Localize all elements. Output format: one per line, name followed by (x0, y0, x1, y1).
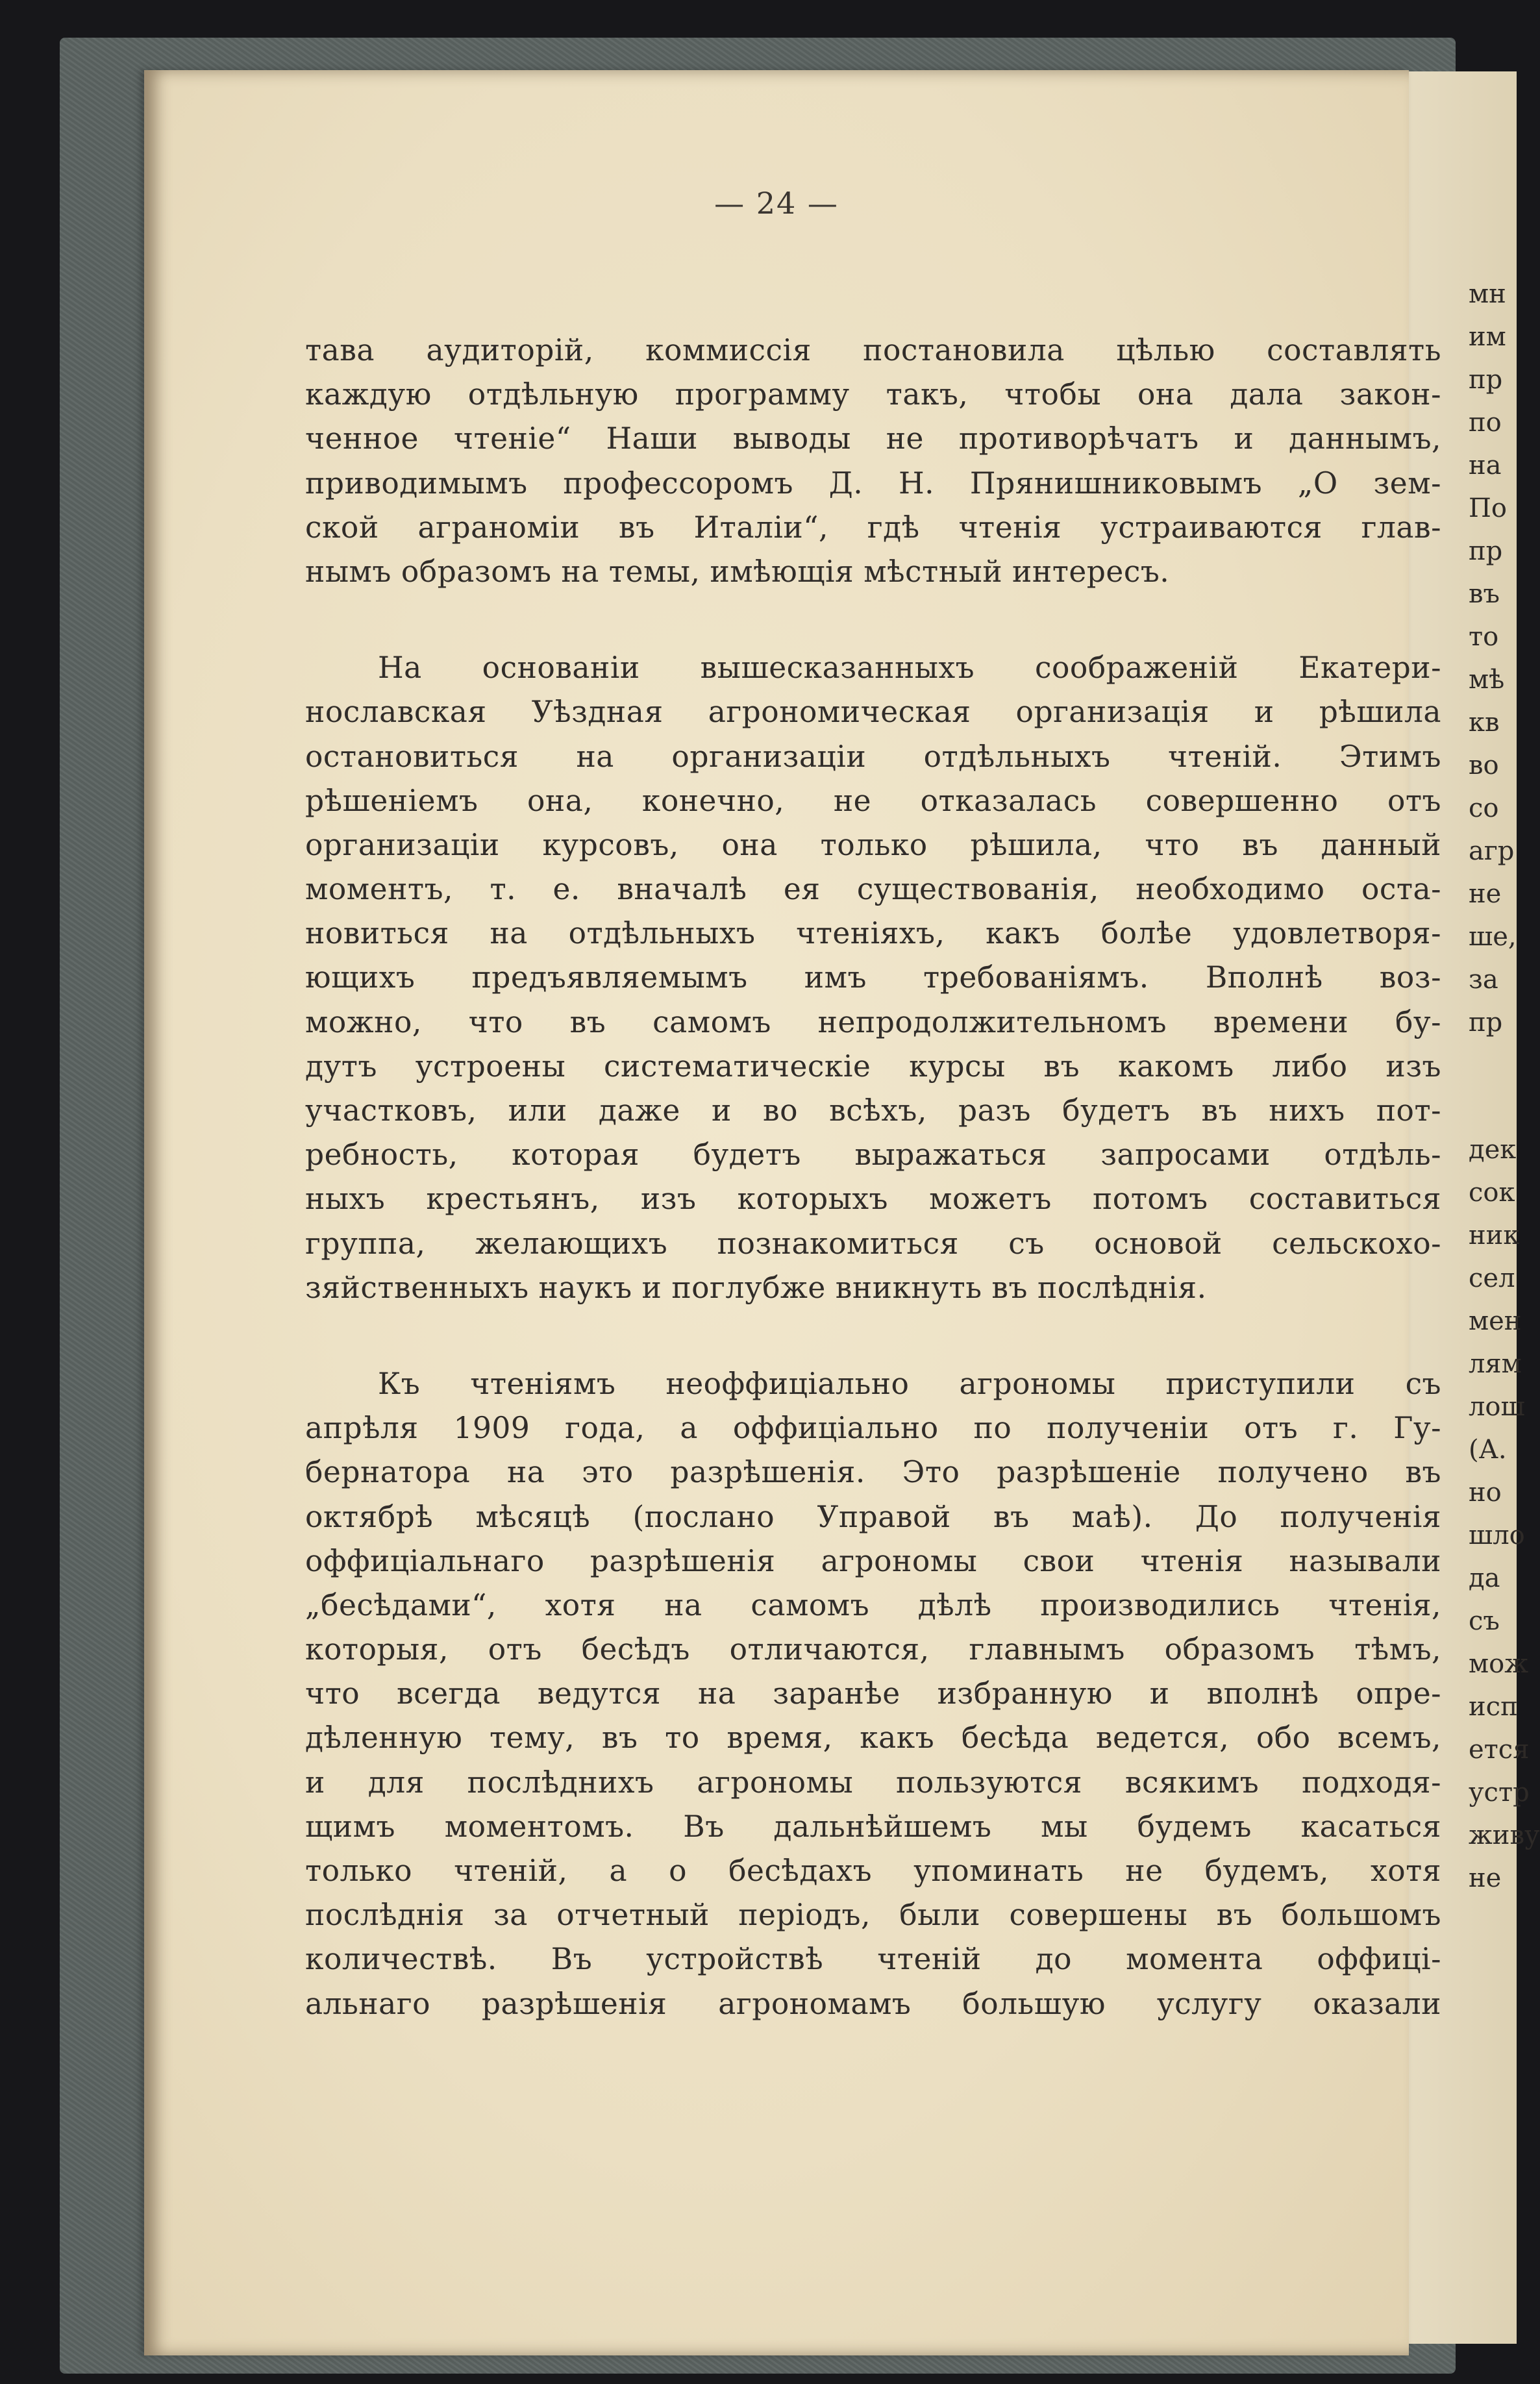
body-text (305, 329, 1441, 2026)
fragment: По (1469, 493, 1507, 523)
fragment: со (1469, 793, 1499, 823)
fragment: на (1469, 451, 1502, 480)
fragment: им (1469, 322, 1506, 352)
fragment: но (1469, 1478, 1502, 1508)
text-line: Къ чтеніямъ неоффиціально агрономы приступили съ (378, 1366, 1441, 1401)
text-line: новиться на отдѣльныхъ чтеніяхъ, какъ болѣе удовлетворя- (305, 916, 1441, 951)
fragment: да (1469, 1563, 1500, 1593)
text-line: ребность, которая будетъ выражаться запросами отдѣль- (305, 1137, 1441, 1173)
text-line: альнаго разрѣшенія агрономамъ большую услугу оказали (305, 1986, 1441, 2021)
text-line: ющихъ предъявляемымъ имъ требованіямъ. Вполнѣ воз- (305, 960, 1441, 995)
text-line: и для послѣднихъ агрономы пользуются всякимъ подходя- (305, 1765, 1441, 1800)
fragment: то (1469, 622, 1499, 652)
text-line: апрѣля 1909 года, а оффиціально по полученіи отъ г. Гу- (305, 1411, 1441, 1446)
text-line: зяйственныхъ наукъ и поглубже вникнуть въ послѣднія. (305, 1270, 1207, 1305)
text-line: можно, что въ самомъ непродолжительномъ времени бу- (305, 1004, 1441, 1039)
text-line: ченное чтеніе“ Наши выводы не противорѣчатъ и даннымъ, (305, 421, 1441, 456)
text-line: группа, желающихъ познакомиться съ основой сельскохо- (305, 1226, 1441, 1261)
text-line: ской аграноміи въ Италіи“, гдѣ чтенія устраиваются глав- (305, 510, 1441, 545)
text-line: которыя, отъ бесѣдъ отличаются, главнымъ образомъ тѣмъ, (305, 1632, 1441, 1667)
fragment: шло (1469, 1521, 1525, 1550)
text-line: каждую отдѣльную программу такъ, чтобы она дала закон- (305, 377, 1441, 412)
text-line: моментъ, т. е. вначалѣ ея существованія, необходимо оста- (305, 872, 1441, 907)
text-line: нославская Уѣздная агрономическая организація и рѣшила (305, 695, 1441, 730)
fragment: пр (1469, 1008, 1503, 1037)
paragraph-2 (305, 646, 1441, 1310)
fragment: во (1469, 751, 1499, 780)
text-line: тава аудиторій, коммиссія постановила цѣлью составлять (305, 333, 1441, 367)
text-line: На основаніи вышесказанныхъ соображеній Екатери- (378, 651, 1441, 686)
fragment: лош (1469, 1392, 1525, 1422)
fragment: (А. (1469, 1435, 1507, 1465)
fragment: сок (1469, 1178, 1515, 1208)
book-page (144, 70, 1441, 2355)
text-line: дутъ устроены систематическіе курсы въ какомъ либо изъ (305, 1049, 1441, 1084)
text-line: послѣднія за отчетный періодъ, были совершены въ большомъ (305, 1898, 1441, 1933)
fragment: ше, (1469, 922, 1517, 952)
paragraph-3 (305, 1362, 1441, 2026)
text-line: щимъ моментомъ. Въ дальнѣйшемъ мы будемъ касаться (305, 1809, 1441, 1844)
text-line: дѣленную тему, въ то время, какъ бесѣда ведется, обо всемъ, (305, 1720, 1441, 1756)
fragment: съ (1469, 1606, 1500, 1636)
text-line: что всегда ведутся на заранѣе избранную и вполнѣ опре- (305, 1676, 1441, 1711)
fragment: по (1469, 408, 1502, 438)
fragment: устр (1469, 1778, 1530, 1807)
fragment: мн (1469, 279, 1506, 309)
text-line: организаціи курсовъ, она только рѣшила, что въ данный (305, 827, 1441, 862)
fragment: мѣ (1469, 665, 1505, 695)
text-line: „бесѣдами“, хотя на самомъ дѣлѣ производились чтенія, (305, 1587, 1441, 1622)
text-line: оффиціальнаго разрѣшенія агрономы свои чтенія называли (305, 1543, 1441, 1578)
fragment: мен (1469, 1306, 1522, 1336)
fragment: живу (1469, 1820, 1540, 1850)
fragment: ник (1469, 1221, 1520, 1250)
text-line: бернатора на это разрѣшенія. Это разрѣшеніе получено въ (305, 1455, 1441, 1490)
text-line: только чтеній, а о бесѣдахъ упоминать не будемъ, хотя (305, 1854, 1441, 1888)
fragment: пр (1469, 365, 1503, 395)
text-line: рѣшеніемъ она, конечно, не отказалась совершенно отъ (305, 783, 1441, 818)
fragment: исп (1469, 1692, 1518, 1722)
text-line: приводимымъ профессоромъ Д. Н. Прянишниковымъ „О зем- (305, 466, 1441, 501)
fragment: пр (1469, 536, 1503, 566)
text-line: нымъ образомъ на темы, имѣющія мѣстный интересъ. (305, 554, 1170, 589)
page-number: — 24 — (714, 186, 839, 221)
text-line: участковъ, или даже и во всѣхъ, разъ будетъ въ нихъ пот- (305, 1093, 1441, 1128)
fragment: кв (1469, 708, 1500, 738)
fragment: за (1469, 965, 1498, 995)
text-line: остановиться на организаціи отдѣльныхъ чтеній. Этимъ (305, 739, 1441, 774)
fragment: въ (1469, 579, 1500, 609)
text-line: ныхъ крестьянъ, изъ которыхъ можетъ потомъ составиться (305, 1182, 1441, 1217)
text-line: количествѣ. Въ устройствѣ чтеній до момента оффиці- (305, 1942, 1441, 1977)
paragraph-1 (305, 329, 1441, 594)
fragment: дек (1469, 1135, 1517, 1165)
fragment: агр (1469, 836, 1515, 866)
fragment: ется (1469, 1735, 1530, 1765)
facing-page-text (1469, 273, 1540, 1900)
fragment: не (1469, 1863, 1502, 1893)
fragment: лям (1469, 1349, 1522, 1379)
text-line: октябрѣ мѣсяцѣ (послано Управой въ маѣ). До полученія (305, 1499, 1441, 1534)
fragment: мож (1469, 1649, 1528, 1679)
fragment: не (1469, 879, 1502, 909)
fragment: сел (1469, 1263, 1515, 1293)
